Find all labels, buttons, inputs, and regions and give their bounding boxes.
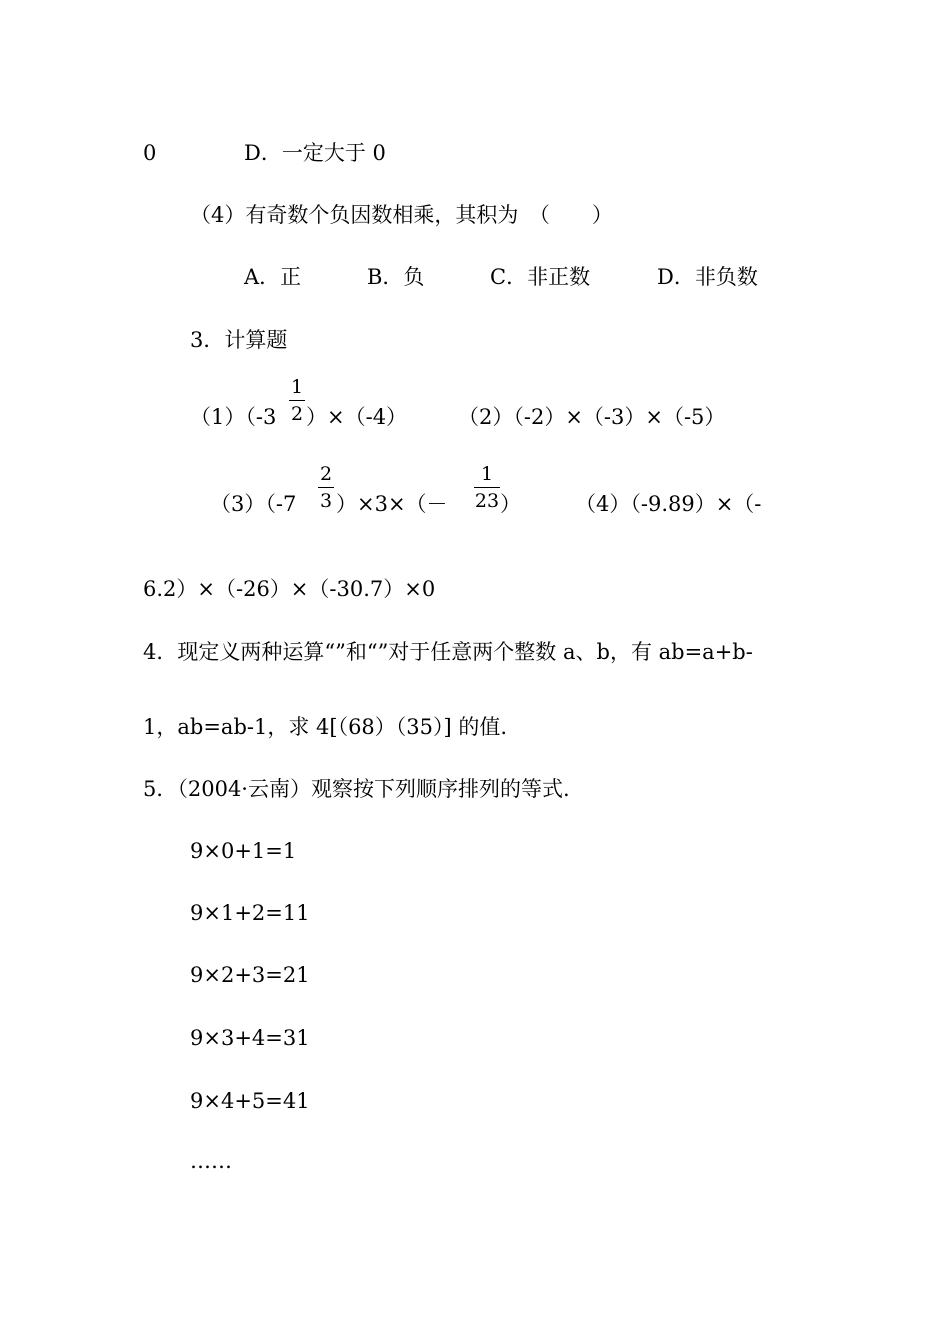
equation-3: 9×2+3=21	[190, 963, 310, 987]
fraction-numerator: 1	[480, 463, 494, 485]
section-3-heading: 3．计算题	[190, 328, 288, 352]
fraction-denominator: 3	[319, 490, 333, 512]
fraction-two-thirds	[318, 463, 334, 512]
option-d: D．非负数	[657, 265, 758, 289]
question-4: （4）有奇数个负因数相乘，其积为 （ ）	[190, 203, 613, 227]
problem-4-line-1: 4．现定义两种运算“”和“”对于任意两个整数 a、b，有 ab=a+b-	[143, 640, 753, 664]
fraction-bar	[474, 487, 500, 488]
option-a: A．正	[244, 265, 302, 289]
calc-1-part-a: （1）（-3	[190, 405, 277, 429]
fraction-bar	[318, 487, 334, 488]
fraction-bar	[289, 400, 305, 401]
option-c: C．非正数	[490, 265, 591, 289]
calc-3-part-a: （3）（-7	[210, 492, 297, 516]
equation-4: 9×3+4=31	[190, 1026, 310, 1050]
problem-5: 5．（2004·云南）观察按下列顺序排列的等式.	[143, 777, 570, 801]
calc-1-part-b: ）×（-4）	[306, 405, 408, 429]
ellipsis: ……	[190, 1149, 232, 1173]
problem-4-line-2: 1，ab=ab-1，求 4[（68）（35）] 的值.	[143, 715, 508, 739]
fraction-numerator: 2	[319, 463, 333, 485]
equation-1: 9×0+1=1	[190, 839, 297, 863]
fraction-one-half	[289, 376, 305, 425]
fraction-denominator: 2	[290, 403, 304, 425]
calc-2: （2）（-2）×（-3）×（-5）	[458, 405, 726, 429]
fraction-one-twenty-third	[474, 463, 500, 512]
fraction-denominator: 23	[474, 490, 500, 512]
equation-5: 9×4+5=41	[190, 1089, 310, 1113]
option-b: B．负	[367, 265, 425, 289]
answer-fragment: 0	[143, 141, 157, 165]
fraction-numerator: 1	[290, 376, 304, 398]
calc-3-part-b: ）×3×（－	[336, 492, 448, 516]
equation-2: 9×1+2=11	[190, 901, 310, 925]
calc-3-part-c: ）	[500, 492, 521, 516]
calc-4: （4）（-9.89）×（-	[575, 492, 762, 516]
calc-4-continuation: 6.2）×（-26）×（-30.7）×0	[143, 577, 436, 601]
option-d-fragment: D．一定大于 0	[244, 141, 386, 165]
